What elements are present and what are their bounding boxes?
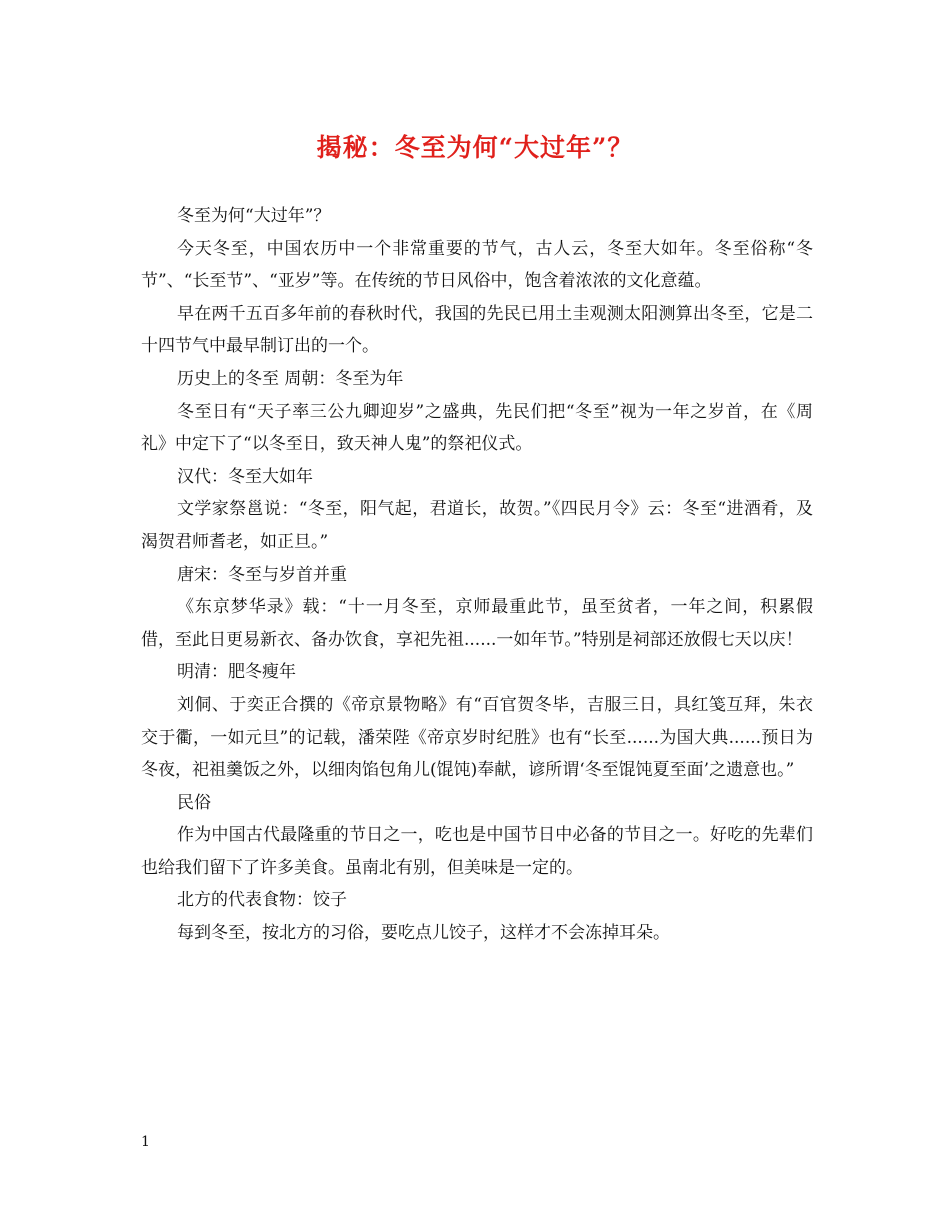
paragraph: 文学家祭邕说：“冬至，阳气起，君道长，故贺。”《四民月令》云：冬至“进酒肴，及渴贺君师耆老，如正旦。”: [141, 499, 813, 552]
section-heading: 历史上的冬至 周朝：冬至为年: [177, 368, 404, 389]
paragraph: 刘侗、于奕正合撰的《帝京景物略》有“百官贺冬毕，吉服三日，具红笺互拜，朱衣交于衢，一如元旦”的记载，潘荣陛《帝京岁时纪胜》也有“长至......为国大典......预日为冬夜，祀祖羹饭之外，以细肉馅包角儿(馄饨)奉献，谚所谓‘冬至馄饨夏至面’之遗意也。”: [141, 694, 813, 781]
section-heading: 明清：肥冬瘦年: [177, 662, 296, 683]
section-heading: 唐宋：冬至与岁首并重: [177, 564, 347, 585]
document-body: [141, 200, 813, 950]
paragraph: 每到冬至，按北方的习俗，要吃点儿饺子，这样才不会冻掉耳朵。: [177, 923, 670, 944]
paragraph: 冬至为何“大过年”？: [177, 206, 331, 226]
paragraph: 今天冬至，中国农历中一个非常重要的节气，古人云，冬至大如年。冬至俗称“冬节”、“长至节”、“亚岁”等。在传统的节日风俗中，饱含着浓浓的文化意蕴。: [141, 238, 813, 292]
paragraph: 作为中国古代最隆重的节日之一，吃也是中国节日中必备的节目之一。好吃的先辈们也给我们留下了许多美食。虽南北有别，但美味是一定的。: [141, 825, 813, 878]
paragraph: 早在两千五百多年前的春秋时代，我国的先民已用土圭观测太阳测算出冬至，它是二十四节气中最早制订出的一个。: [141, 303, 813, 357]
page-number: 1: [141, 1134, 150, 1150]
section-heading: 民俗: [177, 792, 211, 813]
section-heading: 汉代：冬至大如年: [177, 466, 313, 487]
paragraph: 冬至日有“天子率三公九卿迎岁”之盛典，先民们把“冬至”视为一年之岁首，在《周礼》中定下了“以冬至日，致天神人鬼”的祭祀仪式。: [141, 401, 813, 455]
section-heading: 北方的代表食物：饺子: [177, 890, 347, 911]
paragraph: 《东京梦华录》载：“十一月冬至，京师最重此节，虽至贫者，一年之间，积累假借，至此日更易新衣、备办饮食，享祀先祖......一如年节。”特别是祠部还放假七天以庆！: [141, 597, 813, 650]
document-title: 揭秘：冬至为何“大过年”？: [316, 133, 634, 162]
